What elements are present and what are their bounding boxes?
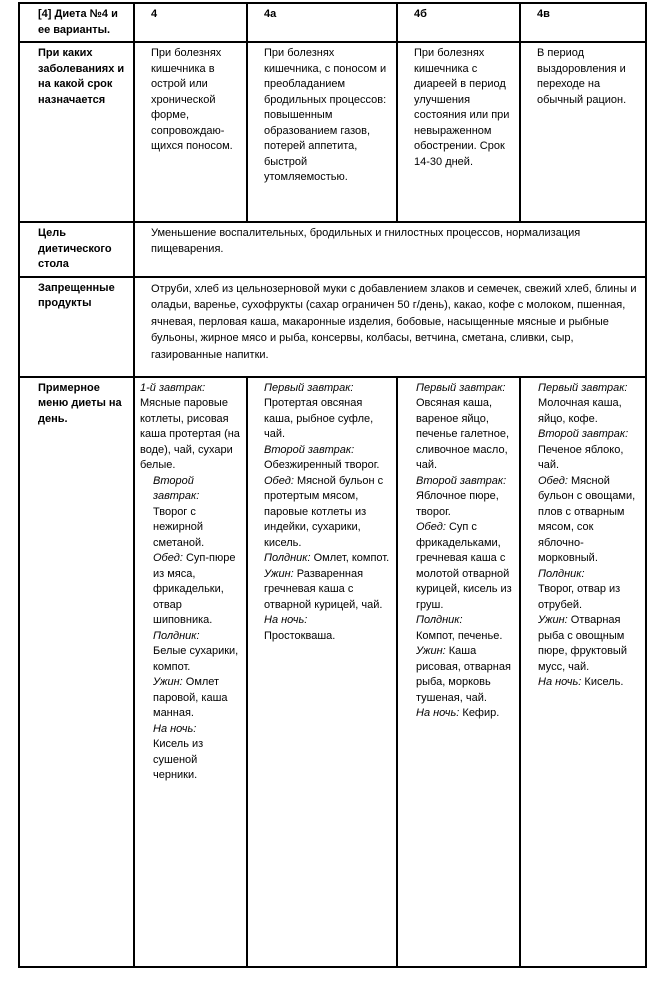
meal-text: Обезжиренный творог. bbox=[264, 459, 380, 471]
meal-label: Ужин: bbox=[264, 567, 294, 580]
goal-label: Цель диетического стола bbox=[19, 222, 134, 277]
meal-text: Суп-пюре из мяса, фрикадельки, отвар шиповника. bbox=[153, 552, 236, 626]
meal-text: Белые сухарики, компот. bbox=[153, 645, 239, 673]
meal-text: Мясные паровые котлеты, рисовая каша протертая (на воде), чай, сухари белые. bbox=[140, 397, 240, 471]
meal-label: Первый завтрак: bbox=[416, 381, 506, 394]
meal-label: Полдник: bbox=[538, 567, 585, 580]
meal-text: Кисель. bbox=[584, 676, 624, 688]
menu-cell-4b bbox=[397, 377, 520, 967]
column-header-4: 4 bbox=[134, 3, 247, 42]
meal-label: Ужин: bbox=[416, 645, 446, 657]
meal-text: Компот, печенье. bbox=[416, 629, 503, 642]
meal-text: Овсяная каша, вареное яйцо, печенье галетное, сливочное масло, чай. bbox=[416, 397, 510, 471]
meal-label: Первый завтрак: bbox=[538, 381, 628, 394]
meal-text: Разваренная гречневая каша с отварной курицей, чай. bbox=[264, 567, 383, 611]
menu-label: Примерное меню диеты на день. bbox=[19, 377, 134, 967]
goal-text: Уменьшение воспалительных, бродильных и гнилостных процессов, нормализация пищеварения. bbox=[134, 222, 646, 277]
meal-label: Ужин: bbox=[153, 676, 183, 688]
meal-text: Каша рисовая, отварная рыба, морковь тушеная, чай. bbox=[416, 645, 511, 704]
meal-text: Омлет паровой, каша манная. bbox=[153, 676, 228, 719]
indications-label: При каких заболеваниях и на какой срок назначается bbox=[19, 42, 134, 222]
meal-text: Мясной бульон с овощами, плов с отварным мясом, сок яблочно-морковный. bbox=[538, 474, 636, 564]
table-corner-title: [4] Диета №4 и ее варианты. bbox=[19, 3, 134, 42]
indications-cell-4b: При болезнях кишечника с диареей в период улучшения состояния или при невыраженном обострении. Срок 14-30 дней. bbox=[397, 42, 520, 222]
goal-row bbox=[19, 222, 646, 277]
meal-label: Обед: bbox=[264, 474, 294, 487]
meal-label: 1-й завтрак: bbox=[140, 381, 206, 394]
meal-text: Кисель из сушеной черники. bbox=[153, 738, 204, 781]
menu-cell-4a bbox=[247, 377, 397, 967]
meal-label: Полдник: bbox=[153, 629, 200, 642]
meal-text: Яблочное пюре, творог. bbox=[416, 490, 499, 518]
meal-label: Обед: bbox=[153, 552, 183, 564]
menu-cell-4 bbox=[134, 377, 247, 967]
meal-label: Второй завтрак: bbox=[416, 474, 507, 487]
meal-label: Полдник: bbox=[264, 552, 311, 564]
meal-label: На ночь: bbox=[416, 707, 460, 719]
meal-label: Полдник: bbox=[416, 614, 463, 626]
meal-text: Отварная рыба с овощным пюре, фруктовый мусс, чай. bbox=[538, 614, 627, 673]
meal-label: На ночь: bbox=[264, 614, 308, 626]
meal-text: Печеное яблоко, чай. bbox=[538, 443, 624, 471]
indications-cell-4: При болезнях кишечника в острой или хронической форме, сопровождаю-щихся поносом. bbox=[134, 42, 247, 222]
indications-cell-4a: При болезнях кишечника, с поносом и преобладанием бродильных процессов: повышенным образованием газов, потерей аппетита, быстрой утомляемостью. bbox=[247, 42, 397, 222]
meal-text: Простокваша. bbox=[264, 629, 336, 642]
meal-label: Обед: bbox=[416, 521, 446, 533]
meal-text: Творог, отвар из отрубей. bbox=[538, 583, 621, 611]
column-header-4a: 4а bbox=[247, 3, 397, 42]
meal-text: Мясной бульон с протертым мясом, паровые котлеты из индейки, сухарики, кисель. bbox=[264, 474, 384, 549]
column-header-4b: 4б bbox=[397, 3, 520, 42]
meal-label: Первый завтрак: bbox=[264, 381, 354, 394]
meal-label: Ужин: bbox=[538, 614, 568, 626]
meal-label: Обед: bbox=[538, 474, 568, 487]
meal-text: Омлет, компот. bbox=[313, 552, 390, 564]
meal-label: На ночь: bbox=[538, 676, 582, 688]
meal-text: Молочная каша, яйцо, кофе. bbox=[538, 397, 622, 425]
diet-table bbox=[18, 2, 647, 968]
forbidden-label: Запрещенные продукты bbox=[19, 277, 134, 377]
meal-label: На ночь: bbox=[153, 722, 197, 735]
meal-text: Кефир. bbox=[462, 707, 500, 719]
meal-text: Творог с нежирной сметаной. bbox=[153, 505, 205, 549]
menu-cell-4v bbox=[520, 377, 646, 967]
meal-label: Второй завтрак: bbox=[538, 428, 629, 440]
meal-text: Протертая овсяная каша, рыбное суфле, чай. bbox=[264, 397, 374, 440]
forbidden-text: Отруби, хлеб из цельнозерновой муки с добавлением злаков и семечек, свежий хлеб, блины и оладьи, варенье, сухофрукты (сахар ограничен 50 г/день), какао, кофе с молоком, пшенная, ячневая, перловая каша, макаронные изделия, бобовые, насыщенные мясные и рыбные бульоны, жирное мясо и рыба, консервы, колбасы, ветчина, сметана, сливки, сыр, газированные напитки. bbox=[134, 277, 646, 377]
indications-row bbox=[19, 42, 646, 222]
meal-label: Второй завтрак: bbox=[264, 443, 355, 456]
header-row bbox=[19, 3, 646, 42]
meal-text: Суп с фрикадельками, гречневая каша с молотой отварной курицей, кисель из груш. bbox=[416, 521, 512, 611]
column-header-4v: 4в bbox=[520, 3, 646, 42]
forbidden-row bbox=[19, 277, 646, 377]
meal-label: Второй завтрак: bbox=[153, 474, 200, 502]
menu-row bbox=[19, 377, 646, 967]
indications-cell-4v: В период выздоровления и переходе на обычный рацион. bbox=[520, 42, 646, 222]
